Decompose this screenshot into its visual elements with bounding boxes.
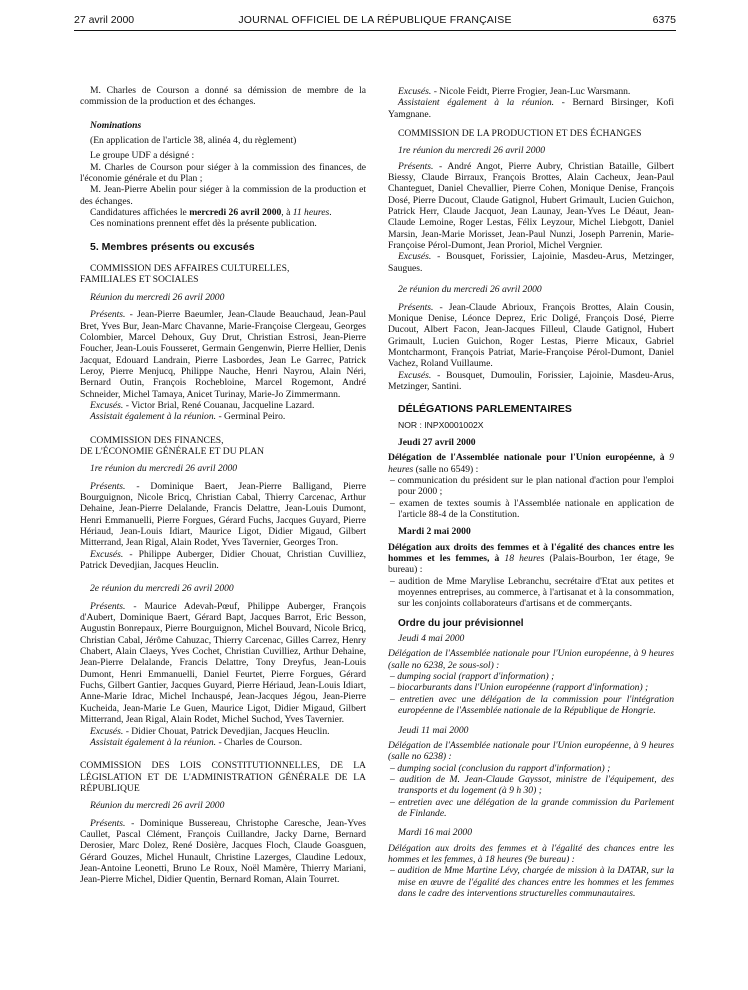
date-jeudi-11: Jeudi 11 mai 2000 [398, 724, 469, 736]
header-journal-title: JOURNAL OFFICIEL DE LA RÉPUBLIQUE FRANÇAISE [238, 14, 512, 26]
delegations-heading: DÉLÉGATIONS PARLEMENTAIRES [398, 403, 572, 416]
finances-2-presents: Présents. - Maurice Adevah-Pœuf, Philippe Auberger, François d'Aubert, Dominique Baert, Gérard Bapt, Jacques Barrot, Eric Besson, Augustin Bonrepaux, Pierre Bourguignon, Michel Bouvard, Nicole Bricq, Christian Cabal, Jérôme Cahuzac, Thierry Carcenac, Gilles Carrez, Henry Chabert, Alain Claeys, Yves Cochet, Christian Cuvilliez, Arthur Dehaine, Jean-Pierre Delalande, Francis Delattre, Tony Dreyfus, Jean-Louis Dumont, Henri Emmanuelli, Daniel Feurtet, Pierre Forgues, Gérard Fuchs, Gilbert Gantier, Jacques Guyard, Pierre Hériaud, Jean-Louis Idiart, Anne-Marie Idrac, Michel Inchauspé, Jean-Jacques Jégou, Jean-Pierre Kucheida, Jean-Marie Le Guen, Maurice Ligot, Didier Migaud, Gilbert Mitterrand, Jean Rigal, Alain Rodet, Michel Suchod, Yves Tavernier. [80, 600, 366, 726]
lois-meeting: Réunion du mercredi 26 avril 2000 [90, 800, 225, 812]
affaires-culturelles-title: COMMISSION DES AFFAIRES CULTURELLES, FAMILIALES ET SOCIALES [80, 263, 290, 286]
production-2-excuses: Excusés. - Bousquet, Dumoulin, Forissier, Lajoinie, Masdeu-Arus, Metzinger, Santini. [388, 369, 674, 392]
lois-title: COMMISSION DES LOIS CONSTITUTIONNELLES, DE LA LÉGISLATION ET DE L'ADMINISTRATION GÉNÉRALE DE LA RÉPUBLIQUE [80, 760, 366, 794]
ue-11-intro: Délégation de l'Assemblée nationale pour l'Union européenne, à 9 heures (salle no 6238) : [388, 739, 674, 763]
production-1-excuses: Excusés. - Bousquet, Forissier, Lajoinie, Masdeu-Arus, Metzinger, Saugues. [388, 251, 674, 274]
ue-4-item-3: – entretien avec une délégation de la commission pour l'intégration européenne de l'Assemblée nationale de la République de Hongrie. [390, 693, 674, 717]
finances-meeting-2: 2e réunion du mercredi 26 avril 2000 [90, 583, 234, 595]
ue-11-item-3: – entretien avec une délégation de la grande commission du Parlement de Finlande. [390, 796, 674, 819]
ue-11-item-2: – audition de M. Jean-Claude Gayssot, ministre de l'équipement, des transports et du logement (à 9 h 30) ; [390, 773, 674, 797]
running-header [74, 14, 676, 30]
affaires-presents: Présents. - Jean-Pierre Baeumler, Jean-Claude Beauchaud, Jean-Paul Bret, Yves Bur, Jean-Marc Chavanne, Marie-Françoise Clergeau, Georges Colombier, Marcel Dehoux, Guy Drut, Christian Estrosi, Jean-Pierre Foucher, Jean-Louis Fousseret, Germain Gengenwin, Pierre Hellier, Denis Jacquat, Edouard Landrain, Pierre Lasbordes, Jean Le Garrec, Patrick Leroy, Pierre Menjucq, Philippe Nauche, Henri Nayrou, Alain Néri, Bernard Outin, François Rochebloine, Marcel Rogemont, André Schneider, Michel Tamaya, Anicet Turinay, Marie-Jo Zimmermann. [80, 309, 366, 400]
ue-4-item-1: – dumping social (rapport d'information) ; [390, 671, 555, 683]
ordre-du-jour-heading: Ordre du jour prévisionnel [398, 617, 524, 629]
right-column [388, 86, 674, 899]
affaires-excuses: Excusés. - Victor Brial, René Couanau, Jacqueline Lazard. [90, 399, 315, 411]
deleg-ue-27: Délégation de l'Assemblée nationale pour l'Union européenne, à 9 heures (salle no 6549) : [388, 452, 674, 475]
lois-excuses: Excusés. - Nicole Feidt, Pierre Frogier, Jean-Luc Warsmann. [398, 86, 631, 97]
deleg-droits-2-item-1: – audition de Mme Marylise Lebranchu, secrétaire d'Etat aux petites et moyennes entreprises, au commerce, à l'artisanat et à la consommation, sur les conjoints collaborateurs d'artisans et de commerçants. [390, 575, 674, 610]
nominations-basis: (En application de l'article 38, alinéa 4, du règlement) [90, 135, 297, 147]
candidatures-notice: Candidatures affichées le mercredi 26 avril 2000, à 11 heures. [90, 207, 332, 219]
abelin-nomination: M. Jean-Pierre Abelin pour siéger à la commission de la production et des échanges. [80, 184, 366, 207]
ue-11-item-1: – dumping social (conclusion du rapport d'information) ; [390, 762, 611, 774]
header-page-number: 6375 [652, 14, 676, 26]
production-2-presents: Présents. - Jean-Claude Abrioux, François Brottes, Alain Cousin, Monique Denise, Léonce Deprez, Eric Doligé, François Dosé, Pierre Ducout, Albert Facon, Jean-Jacques Filleul, Claude Gatignol, Hubert Grimault, Lucien Guichon, Roger Lestas, Pierre Micaux, Gabriel Montcharmont, François Patriat, Marie-Françoise Pérol-Dumont, Daniel Vachez, Roland Vuillaume. [388, 301, 674, 370]
date-jeudi-4: Jeudi 4 mai 2000 [398, 633, 465, 645]
left-column [80, 85, 366, 886]
lois-assistaient: Assistaient également à la réunion. - Bernard Birsinger, Kofi Yamgnane. [388, 97, 674, 120]
finances-2-assistait: Assistait également à la réunion. - Charles de Courson. [90, 736, 303, 748]
production-meeting-2: 2e réunion du mercredi 26 avril 2000 [398, 284, 542, 296]
section-5-heading: 5. Membres présents ou excusés [90, 240, 255, 253]
date-jeudi-27: Jeudi 27 avril 2000 [398, 436, 476, 448]
courson-resignation: M. Charles de Courson a donné sa démission de membre de la commission de la production et des échanges. [80, 85, 366, 108]
nor-reference: NOR : INPX0001002X [398, 419, 484, 430]
production-title: COMMISSION DE LA PRODUCTION ET DES ÉCHANGES [398, 128, 642, 140]
production-1-presents: Présents. - André Angot, Pierre Aubry, Christian Bataille, Gilbert Biessy, Claude Birraux, François Brottes, Alain Cacheux, Jean-Paul Chanteguet, Daniel Chevallier, Pierre Cohen, Monique Denise, François Dosé, Pierre Ducout, Claude Gatignol, Hubert Grimault, Lucien Guichon, Patrick Herr, Claude Jacquot, Jean Launay, Jean-Yves Le Déaut, Jean-Claude Lemoine, Roger Lestas, Félix Leyzour, Michel Liebgott, Daniel Marsin, Jean-Marie Morisset, Jean-Paul Nunzi, Joseph Parrenin, Marie-Françoise Pérol-Dumont, Jean Proriol, Michel Vergnier. [388, 160, 674, 252]
date-mardi-2: Mardi 2 mai 2000 [398, 526, 471, 538]
nominations-effect: Ces nominations prennent effet dès la présente publication. [90, 218, 317, 230]
finances-title: COMMISSION DES FINANCES, DE L'ÉCONOMIE GÉNÉRALE ET DU PLAN [80, 434, 265, 457]
courson-nomination: M. Charles de Courson pour siéger à la commission des finances, de l'économie générale et du Plan ; [80, 161, 366, 185]
lois-presents: Présents. - Dominique Bussereau, Christophe Caresche, Jean-Yves Caullet, Pascal Clément, François Cuillandre, Jacky Darne, Bernard Derosier, Marc Dolez, René Dosière, Jacques Floch, Claude Goasguen, Gérard Gouzes, Michel Hunault, Christine Lazerges, Claudine Ledoux, Jean-Antoine Leonetti, Bruno Le Roux, Noël Mamère, Thierry Mariani, Jean-Pierre Michel, Didier Quentin, Bernard Roman, Alain Tourret. [80, 817, 366, 886]
ue-4-item-2: – biocarburants dans l'Union européenne (rapport d'information) ; [390, 682, 649, 694]
finances-2-excuses: Excusés. - Didier Chouat, Patrick Devedjian, Jacques Heuclin. [90, 725, 330, 737]
finances-1-presents: Présents. - Dominique Baert, Jean-Pierre Balligand, Pierre Bourguignon, Nicole Bricq, Christian Cabal, Thierry Carcenac, Arthur Dehaine, Jean-Pierre Delalande, Francis Delattre, Jean-Louis Dumont, Henri Emmanuelli, Pierre Forgues, Gérard Fuchs, Jacques Guyard, Pierre Hériaud, Jean-Louis Idiart, Maurice Ligot, Didier Migaud, Gilbert Mitterrand, Jean Rigal, Alain Rodet, Yves Tavernier, Georges Tron. [80, 480, 366, 549]
production-meeting-1: 1re réunion du mercredi 26 avril 2000 [398, 145, 546, 157]
header-date: 27 avril 2000 [74, 14, 135, 26]
affaires-assistait: Assistait également à la réunion. - Germinal Peiro. [90, 411, 286, 423]
date-mardi-16: Mardi 16 mai 2000 [398, 827, 472, 839]
droits-16-item-1: – audition de Mme Martine Lévy, chargée de mission à la DATAR, sur la mise en œuvre de l'égalité des chances entre les hommes et les femmes dans le cadre des interventions structurelles communautaires. [390, 865, 674, 899]
ue-4-intro: Délégation de l'Assemblée nationale pour l'Union européenne, à 9 heures (salle no 6238, 2e sous-sol) : [388, 648, 674, 671]
udf-designation: Le groupe UDF a désigné : [90, 150, 195, 162]
finances-meeting-1: 1re réunion du mercredi 26 avril 2000 [90, 463, 238, 475]
droits-16-intro: Délégation aux droits des femmes et à l'égalité des chances entre les hommes et les femmes, à 18 heures (9e bureau) : [388, 842, 674, 865]
deleg-ue-27-item-1: – communication du président sur le plan national d'action pour l'emploi pour 2000 ; [390, 474, 674, 498]
deleg-ue-27-item-2: – examen de textes soumis à l'Assemblée nationale en application de l'article 88-4 de la Constitution. [390, 497, 674, 520]
finances-1-excuses: Excusés. - Philippe Auberger, Didier Chouat, Christian Cuvilliez, Patrick Devedjian, Jacques Heuclin. [80, 548, 366, 572]
header-rule [74, 30, 676, 31]
deleg-droits-2: Délégation aux droits des femmes et à l'égalité des chances entre les hommes et les femmes, à 18 heures (Palais-Bourbon, 1er étage, 9e bureau) : [388, 541, 674, 576]
nominations-heading: Nominations [90, 119, 142, 131]
affaires-meeting: Réunion du mercredi 26 avril 2000 [90, 291, 225, 303]
